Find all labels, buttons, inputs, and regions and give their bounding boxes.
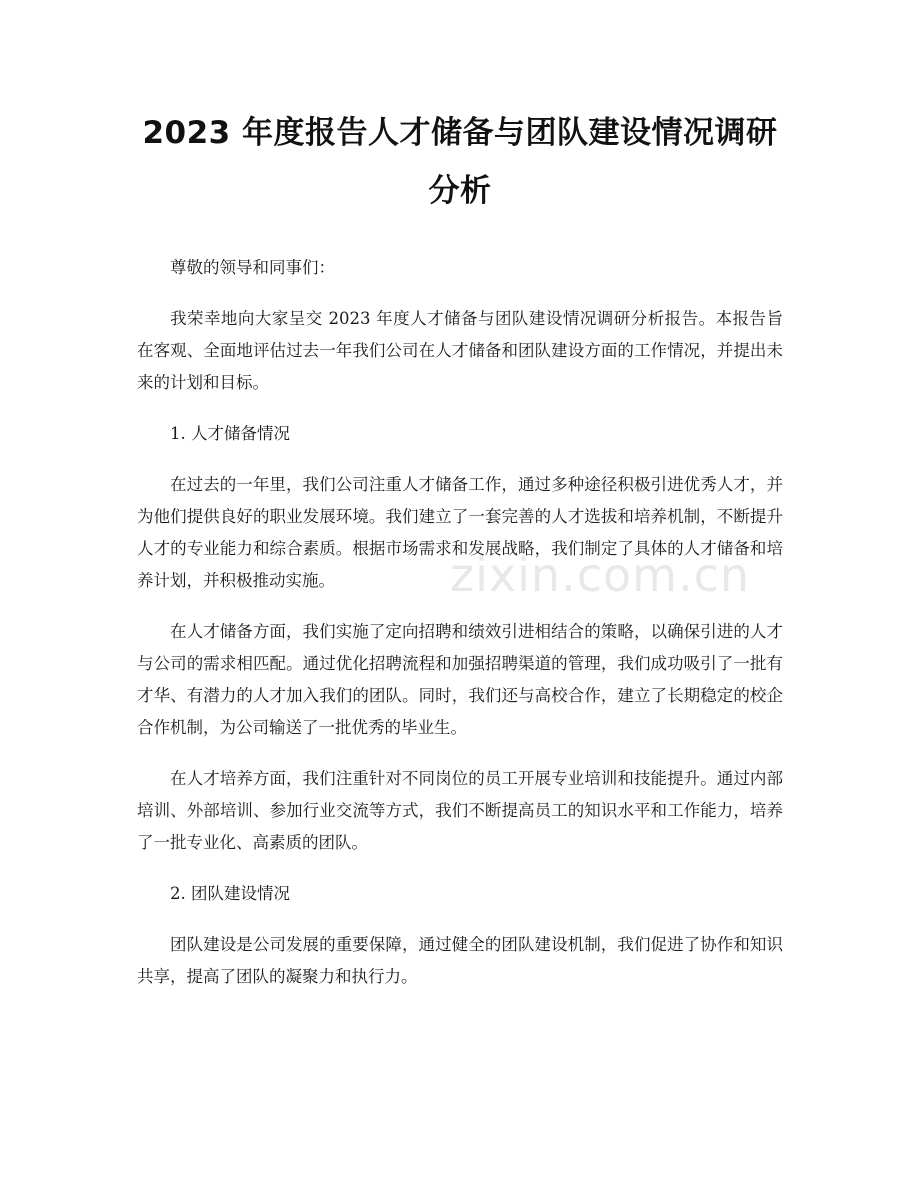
intro-paragraph: 我荣幸地向大家呈交 2023 年度人才储备与团队建设情况调研分析报告。本报告旨在客观、全面地评估过去一年我们公司在人才储备和团队建设方面的工作情况，并提出未来的计划和目标。: [137, 309, 783, 392]
section-2-paragraph-1: 团队建设是公司发展的重要保障，通过健全的团队建设机制，我们促进了协作和知识共享，提高了团队的凝聚力和执行力。: [137, 935, 783, 986]
title-line-2: 分析: [428, 173, 492, 209]
title-line-1: 2023 年度报告人才储备与团队建设情况调研: [142, 115, 778, 151]
watermark: zixin.com.cn: [450, 548, 751, 602]
document-title: [137, 0, 783, 220]
section-1-paragraph-3: 在人才培养方面，我们注重针对不同岗位的员工开展专业培训和技能提升。通过内部培训、外部培训、参加行业交流等方式，我们不断提高员工的知识水平和工作能力，培养了一批专业化、高素质的团队。: [137, 769, 783, 852]
section-1-paragraph-1: 在过去的一年里，我们公司注重人才储备工作，通过多种途径积极引进优秀人才，并为他们提供良好的职业发展环境。我们建立了一套完善的人才选拔和培养机制，不断提升人才的专业能力和综合素质。根据市场需求和发展战略，我们制定了具体的人才储备和培养计划，并积极推动实施。: [137, 475, 783, 590]
section-1-paragraph-2: 在人才储备方面，我们实施了定向招聘和绩效引进相结合的策略，以确保引进的人才与公司的需求相匹配。通过优化招聘流程和加强招聘渠道的管理，我们成功吸引了一批有才华、有潜力的人才加入我们的团队。同时，我们还与高校合作，建立了长期稳定的校企合作机制，为公司输送了一批优秀的毕业生。: [137, 622, 783, 737]
section-heading-2: 2. 团队建设情况: [170, 884, 290, 903]
document-body: [137, 252, 783, 993]
section-heading-1: 1. 人才储备情况: [170, 424, 290, 443]
salutation: 尊敬的领导和同事们：: [170, 258, 335, 277]
